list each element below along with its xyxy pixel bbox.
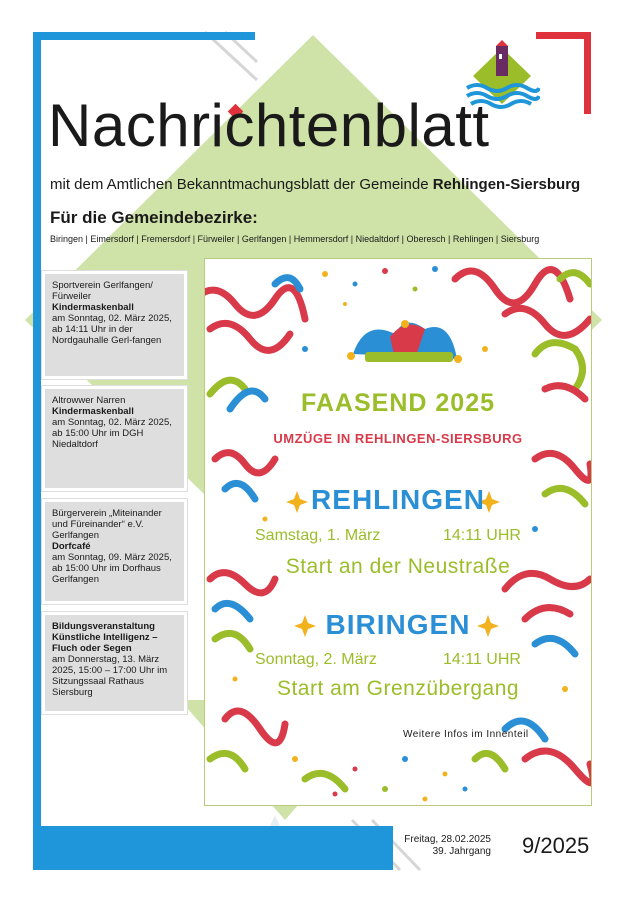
issue-volume: 39. Jahrgang [432,846,491,857]
issue-date-block [397,834,491,858]
event-start: Start am Grenzübergang [276,677,520,700]
event-start: Start an der Neustraße [285,555,511,578]
issue-number: 9/2025 [522,833,590,858]
announcement-event: Kindermaskenball [52,406,134,417]
announcement-event: Bildungsveranstaltung Künstliche Intelligenz – Fluch oder Segen [52,621,158,654]
announcement-org: Bürgerverein „Miteinander und Füreinander“ e.V. Gerlfangen [52,508,162,541]
masthead-subtitle [50,176,580,193]
poster-subtitle: UMZÜGE IN REHLINGEN-SIERSBURG [273,431,523,446]
jester-cap-icon [347,320,462,363]
event-date: Samstag, 1. März [255,527,381,544]
masthead-title: Nachrichtenblatt [48,92,490,159]
event-time: 14:11 UHR [443,527,521,544]
event-town: REHLINGEN [311,484,485,515]
sidebar-announcement [42,612,187,714]
frame-blue-left [33,32,41,870]
announcement-event: Dorfcafé [52,541,91,552]
sidebar-announcement [42,271,187,379]
announcement-org: Altrowwer Narren [52,395,126,406]
carnival-poster [204,258,592,806]
announcement-details: am Sonntag, 02. März 2025, ab 15:00 Uhr im DGH Niedaltdorf [52,417,172,450]
subtitle-prefix: mit dem Amtlichen Bekanntmachungsblatt der Gemeinde [50,176,433,193]
poster-title: FAASEND 2025 [300,389,496,417]
subtitle-municipality: Rehlingen-Siersburg [432,176,581,193]
event-time: 14:11 UHR [443,651,521,668]
event-town: BIRINGEN [325,609,471,640]
sidebar-announcement [42,499,187,604]
sidebar-announcement [42,386,187,491]
event-date: Sonntag, 2. März [255,651,377,668]
announcement-org: Sportverein Gerlfangen/ Fürweiler [52,280,153,302]
frame-red-top [536,32,591,39]
announcement-event: Kindermaskenball [52,302,134,313]
frame-red-right [584,32,591,114]
frame-blue-top [33,32,255,40]
issue-date: Freitag, 28.02.2025 [404,834,491,845]
frame-blue-bottom [33,826,393,870]
districts-list: Biringen | Eimersdorf | Fremersdorf | Fürweiler | Gerlfangen | Hemmersdorf | Niedaltdorf | Oberesch | Rehlingen | Siersburg [50,234,540,244]
districts-heading: Für die Gemeindebezirke: [50,208,258,227]
announcement-details: am Sonntag, 09. März 2025, ab 15:00 Uhr im Dorfhaus Gerlfangen [52,552,172,585]
announcement-details: am Donnerstag, 13. März 2025, 15:00 – 17:00 Uhr im Sitzungssaal Rathaus Siersburg [52,654,168,698]
announcement-details: am Sonntag, 02. März 2025, ab 14:11 Uhr in der Nordgauhalle Gerl-fangen [52,313,172,346]
poster-footer: Weitere Infos im Innenteil [403,729,529,740]
